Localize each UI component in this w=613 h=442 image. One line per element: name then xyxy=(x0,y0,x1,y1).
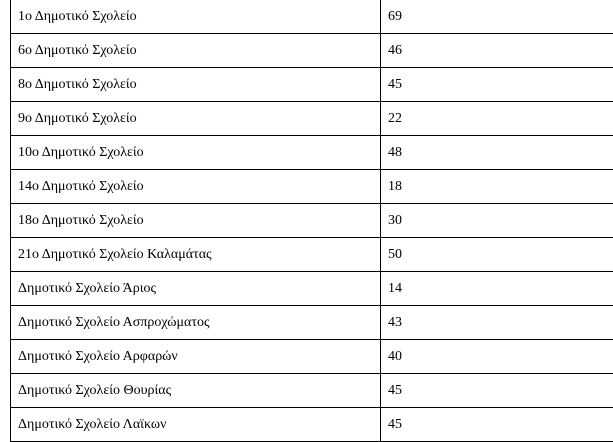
count-cell xyxy=(381,238,613,272)
school-name: 8ο Δημοτικό Σχολείο xyxy=(18,76,137,93)
student-count: 45 xyxy=(388,76,402,93)
school-name-cell xyxy=(11,238,381,272)
school-name: 18ο Δημοτικό Σχολείο xyxy=(18,212,144,229)
school-name: 1ο Δημοτικό Σχολείο xyxy=(18,8,137,25)
count-cell xyxy=(381,204,613,238)
count-cell xyxy=(381,34,613,68)
school-name: Δημοτικό Σχολείο Θουρίας xyxy=(18,382,171,399)
count-cell xyxy=(381,374,613,408)
table-row xyxy=(11,0,613,34)
school-name: 14ο Δημοτικό Σχολείο xyxy=(18,178,144,195)
school-name-cell xyxy=(11,170,381,204)
table-row xyxy=(11,102,613,136)
school-name-cell xyxy=(11,306,381,340)
school-name-cell xyxy=(11,136,381,170)
school-name-cell xyxy=(11,102,381,136)
school-name: 9ο Δημοτικό Σχολείο xyxy=(18,110,137,127)
school-name-cell xyxy=(11,374,381,408)
count-cell xyxy=(381,136,613,170)
school-name-cell xyxy=(11,204,381,238)
school-name: Δημοτικό Σχολείο Αρφαρών xyxy=(18,348,178,365)
table-row xyxy=(11,170,613,204)
student-count: 45 xyxy=(388,382,402,399)
document-table-container xyxy=(10,0,610,442)
table-row xyxy=(11,204,613,238)
table-row xyxy=(11,68,613,102)
count-cell xyxy=(381,408,613,442)
student-count: 18 xyxy=(388,178,402,195)
table-row xyxy=(11,340,613,374)
school-name-cell xyxy=(11,0,381,34)
student-count: 69 xyxy=(388,8,402,25)
school-name: Δημοτικό Σχολείο Ασπροχώματος xyxy=(18,314,210,331)
count-cell xyxy=(381,306,613,340)
school-table xyxy=(10,0,613,442)
school-name: 10ο Δημοτικό Σχολείο xyxy=(18,144,144,161)
school-name-cell xyxy=(11,408,381,442)
student-count: 46 xyxy=(388,42,402,59)
table-row xyxy=(11,272,613,306)
student-count: 50 xyxy=(388,246,402,263)
table-row xyxy=(11,238,613,272)
student-count: 22 xyxy=(388,110,402,127)
count-cell xyxy=(381,102,613,136)
count-cell xyxy=(381,68,613,102)
count-cell xyxy=(381,0,613,34)
school-table-body xyxy=(11,0,613,442)
school-name-cell xyxy=(11,68,381,102)
school-name: 21ο Δημοτικό Σχολείο Καλαμάτας xyxy=(18,246,212,263)
table-row xyxy=(11,136,613,170)
student-count: 45 xyxy=(388,416,402,433)
student-count: 14 xyxy=(388,280,402,297)
table-row xyxy=(11,374,613,408)
table-row xyxy=(11,34,613,68)
school-name-cell xyxy=(11,272,381,306)
school-name-cell xyxy=(11,340,381,374)
school-name: Δημοτικό Σχολείο Άριος xyxy=(18,280,156,297)
student-count: 30 xyxy=(388,212,402,229)
count-cell xyxy=(381,340,613,374)
school-name-cell xyxy=(11,34,381,68)
school-name: 6ο Δημοτικό Σχολείο xyxy=(18,42,137,59)
student-count: 48 xyxy=(388,144,402,161)
table-row xyxy=(11,408,613,442)
student-count: 43 xyxy=(388,314,402,331)
school-name: Δημοτικό Σχολείο Λαϊκων xyxy=(18,416,166,433)
table-row xyxy=(11,306,613,340)
student-count: 40 xyxy=(388,348,402,365)
count-cell xyxy=(381,170,613,204)
count-cell xyxy=(381,272,613,306)
